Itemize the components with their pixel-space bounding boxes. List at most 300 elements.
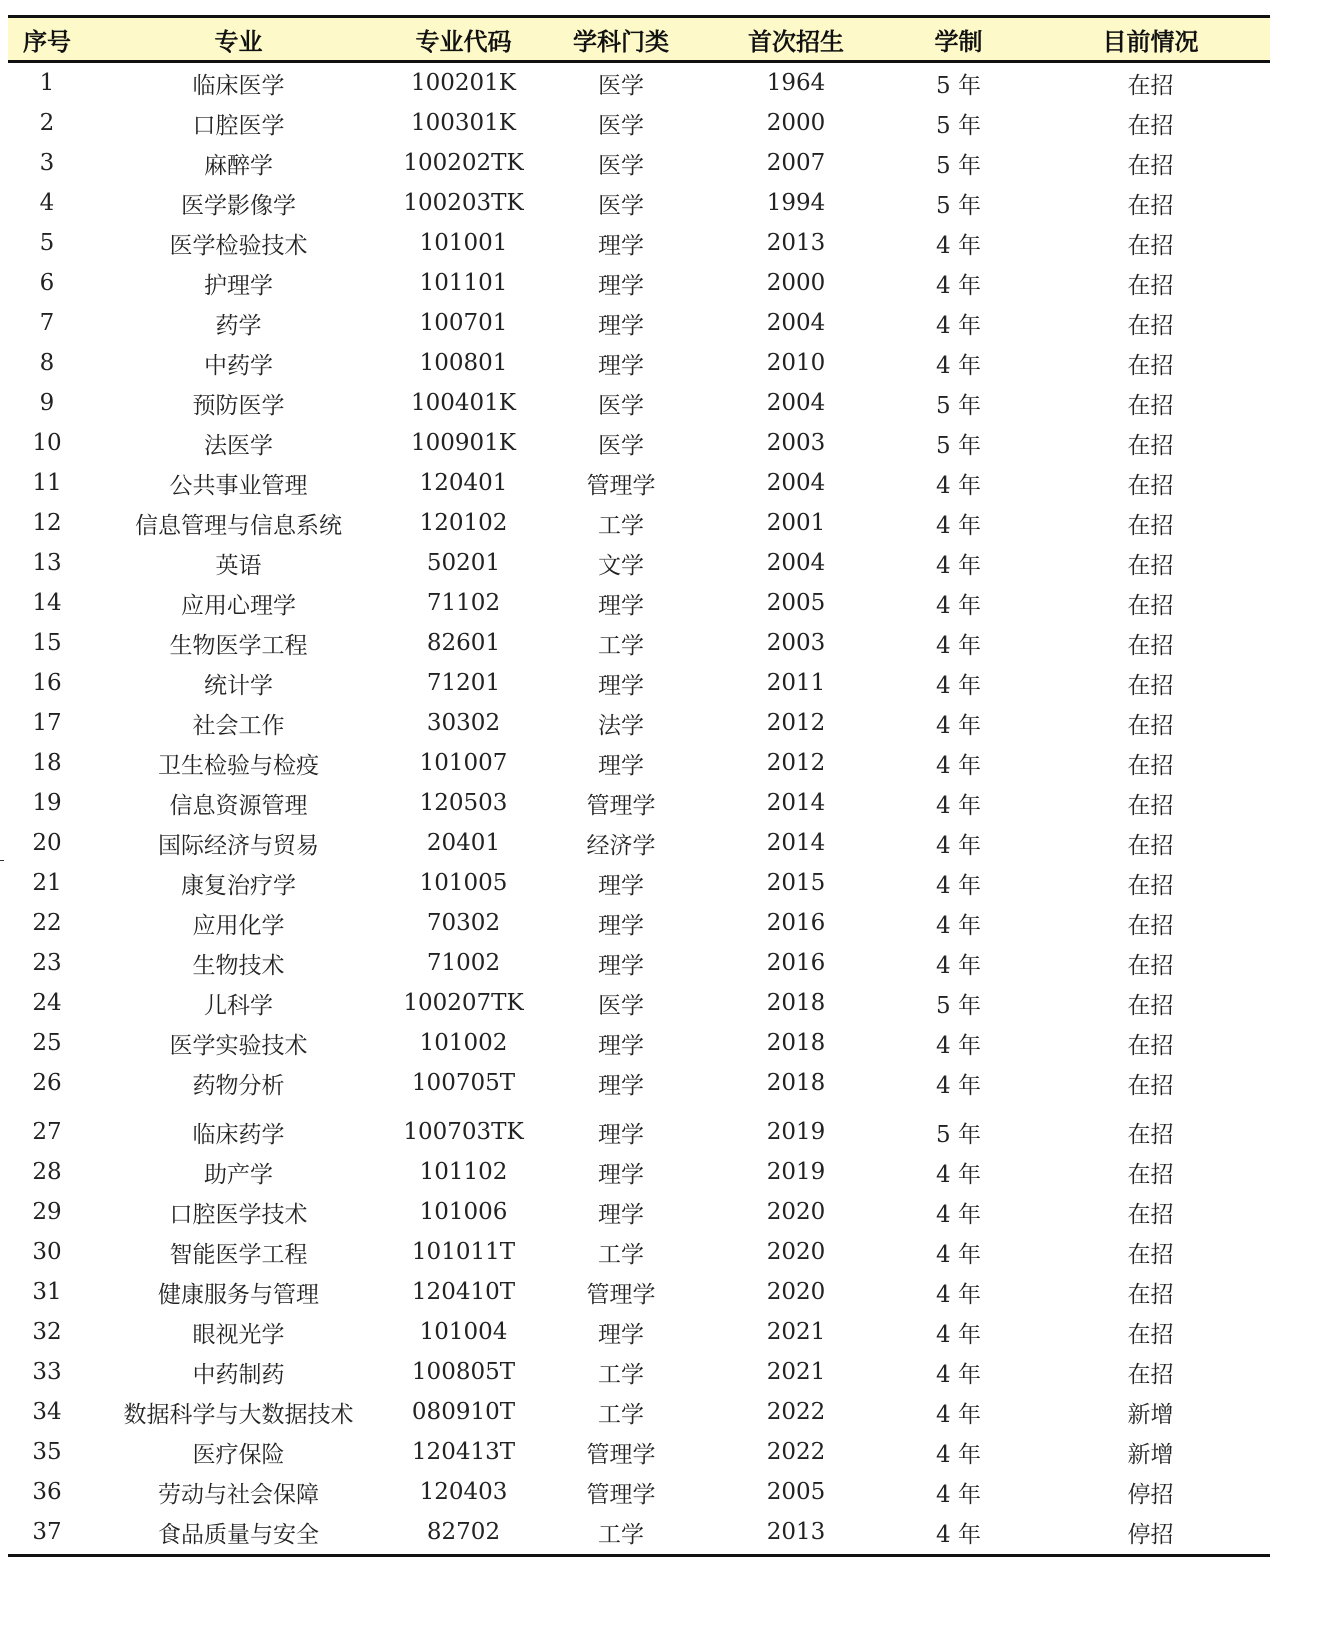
cell-major: 应用化学 (192, 912, 285, 939)
cell-major: 数据科学与大数据技术 (123, 1401, 354, 1428)
table-row (8, 983, 1270, 1023)
cell-first-enrollment: 2014 (766, 830, 826, 856)
cell-duration: 4 年 (936, 1161, 981, 1188)
cell-category: 理学 (598, 272, 644, 299)
cell-category: 医学 (598, 432, 644, 459)
table-row (8, 63, 1270, 103)
header-duration: 学制 (934, 27, 983, 56)
cell-code: 101005 (419, 870, 508, 896)
table-row (8, 1112, 1270, 1152)
cell-category: 医学 (598, 192, 644, 219)
cell-status: 在招 (1127, 152, 1174, 179)
table-row (8, 703, 1270, 743)
table-row (8, 1472, 1270, 1512)
cell-code: 100202TK (403, 150, 524, 176)
cell-code: 120410T (411, 1279, 516, 1305)
header-status: 目前情况 (1102, 27, 1199, 56)
cell-category: 管理学 (586, 1481, 656, 1508)
cell-duration: 4 年 (936, 552, 981, 579)
cell-status: 新增 (1127, 1401, 1174, 1428)
cell-index: 14 (32, 590, 62, 616)
cell-category: 理学 (598, 952, 644, 979)
cell-duration: 5 年 (936, 152, 981, 179)
cell-category: 理学 (598, 872, 644, 899)
cell-category: 工学 (598, 512, 644, 539)
cell-duration: 4 年 (936, 1321, 981, 1348)
cell-code: 101011T (411, 1239, 516, 1265)
cell-status: 在招 (1127, 232, 1174, 259)
table-row (8, 423, 1270, 463)
cell-first-enrollment: 2000 (766, 110, 826, 136)
cell-category: 理学 (598, 672, 644, 699)
cell-status: 在招 (1127, 472, 1174, 499)
cell-duration: 4 年 (936, 312, 981, 339)
cell-first-enrollment: 2011 (766, 670, 826, 696)
cell-code: 120413T (411, 1439, 516, 1465)
cell-major: 麻醉学 (204, 152, 273, 179)
cell-duration: 4 年 (936, 1072, 981, 1099)
cell-first-enrollment: 2007 (766, 150, 826, 176)
table-row (8, 1432, 1270, 1472)
cell-index: 2 (39, 110, 55, 136)
table-row (8, 383, 1270, 423)
cell-category: 法学 (598, 712, 644, 739)
cell-first-enrollment: 2021 (766, 1359, 826, 1385)
cell-status: 在招 (1127, 1321, 1174, 1348)
cell-category: 工学 (598, 1401, 644, 1428)
cell-duration: 4 年 (936, 512, 981, 539)
cell-code: 100701 (419, 310, 508, 336)
cell-code: 101002 (419, 1030, 508, 1056)
cell-major: 医学影像学 (181, 192, 296, 219)
table-row (8, 1192, 1270, 1232)
cell-index: 10 (32, 430, 62, 456)
cell-status: 在招 (1127, 552, 1174, 579)
cell-index: 17 (32, 710, 62, 736)
table-row (8, 623, 1270, 663)
cell-major: 儿科学 (204, 992, 273, 1019)
cell-first-enrollment: 2004 (766, 470, 826, 496)
cell-status: 在招 (1127, 592, 1174, 619)
cell-first-enrollment: 2018 (766, 990, 826, 1016)
cell-status: 在招 (1127, 752, 1174, 779)
table-row (8, 1063, 1270, 1103)
cell-duration: 4 年 (936, 1032, 981, 1059)
cell-duration: 5 年 (936, 1121, 981, 1148)
cell-first-enrollment: 2004 (766, 550, 826, 576)
cell-duration: 5 年 (936, 392, 981, 419)
cell-duration: 4 年 (936, 1401, 981, 1428)
cell-major: 口腔医学技术 (169, 1201, 308, 1228)
cell-duration: 4 年 (936, 952, 981, 979)
cell-index: 16 (32, 670, 62, 696)
cell-first-enrollment: 2020 (766, 1199, 826, 1225)
cell-code: 82601 (426, 630, 501, 656)
cell-status: 在招 (1127, 1032, 1174, 1059)
table-row (8, 783, 1270, 823)
cell-duration: 4 年 (936, 792, 981, 819)
cell-index: 13 (32, 550, 62, 576)
cell-category: 工学 (598, 1361, 644, 1388)
cell-status: 在招 (1127, 192, 1174, 219)
cell-category: 管理学 (586, 472, 656, 499)
cell-index: 26 (32, 1070, 62, 1096)
cell-duration: 5 年 (936, 992, 981, 1019)
cell-category: 工学 (598, 1521, 644, 1548)
cell-status: 在招 (1127, 512, 1174, 539)
cell-duration: 4 年 (936, 1521, 981, 1548)
cell-status: 在招 (1127, 352, 1174, 379)
cell-duration: 4 年 (936, 1281, 981, 1308)
cell-index: 33 (32, 1359, 62, 1385)
cell-first-enrollment: 1964 (766, 70, 826, 96)
cell-index: 29 (32, 1199, 62, 1225)
cell-status: 在招 (1127, 1161, 1174, 1188)
cell-index: 8 (39, 350, 55, 376)
cell-first-enrollment: 2010 (766, 350, 826, 376)
cell-duration: 4 年 (936, 1201, 981, 1228)
cell-category: 理学 (598, 592, 644, 619)
cell-first-enrollment: 1994 (766, 190, 826, 216)
cell-status: 在招 (1127, 1121, 1174, 1148)
table-row (8, 663, 1270, 703)
cell-code: 080910T (411, 1399, 516, 1425)
cell-duration: 4 年 (936, 672, 981, 699)
cell-major: 中药制药 (192, 1361, 285, 1388)
cell-first-enrollment: 2018 (766, 1030, 826, 1056)
cell-category: 理学 (598, 312, 644, 339)
cell-code: 100801 (419, 350, 508, 376)
majors-table (8, 15, 1270, 1557)
cell-first-enrollment: 2022 (766, 1439, 826, 1465)
cell-category: 医学 (598, 992, 644, 1019)
cell-category: 管理学 (586, 792, 656, 819)
cell-duration: 4 年 (936, 832, 981, 859)
cell-major: 卫生检验与检疫 (158, 752, 319, 779)
table-row (8, 1312, 1270, 1352)
cell-major: 健康服务与管理 (158, 1281, 319, 1308)
cell-code: 120503 (419, 790, 508, 816)
cell-status: 在招 (1127, 872, 1174, 899)
cell-status: 在招 (1127, 1072, 1174, 1099)
cell-major: 信息管理与信息系统 (135, 512, 342, 539)
cell-index: 22 (32, 910, 62, 936)
cell-status: 在招 (1127, 1361, 1174, 1388)
cell-first-enrollment: 2020 (766, 1239, 826, 1265)
cell-code: 100401K (411, 390, 516, 416)
cell-duration: 5 年 (936, 72, 981, 99)
cell-index: 36 (32, 1479, 62, 1505)
cell-category: 经济学 (586, 832, 656, 859)
cell-status: 在招 (1127, 792, 1174, 819)
table-row (8, 1023, 1270, 1063)
cell-major: 信息资源管理 (169, 792, 308, 819)
cell-status: 在招 (1127, 1201, 1174, 1228)
cell-code: 101102 (419, 1159, 508, 1185)
cell-first-enrollment: 2000 (766, 270, 826, 296)
cell-index: 19 (32, 790, 62, 816)
cell-code: 101007 (419, 750, 508, 776)
cell-first-enrollment: 2016 (766, 910, 826, 936)
cell-category: 工学 (598, 632, 644, 659)
cell-code: 100203TK (403, 190, 524, 216)
cell-index: 20 (32, 830, 62, 856)
cell-index: 32 (32, 1319, 62, 1345)
cell-status: 在招 (1127, 272, 1174, 299)
cell-index: 37 (32, 1519, 62, 1545)
cell-code: 120102 (419, 510, 508, 536)
cell-category: 理学 (598, 1121, 644, 1148)
cell-duration: 4 年 (936, 472, 981, 499)
cell-status: 在招 (1127, 392, 1174, 419)
cell-status: 在招 (1127, 312, 1174, 339)
cell-duration: 4 年 (936, 592, 981, 619)
cell-first-enrollment: 2019 (766, 1159, 826, 1185)
cell-major: 食品质量与安全 (158, 1521, 319, 1548)
cell-first-enrollment: 2018 (766, 1070, 826, 1096)
cell-first-enrollment: 2020 (766, 1279, 826, 1305)
cell-index: 7 (39, 310, 55, 336)
cell-index: 35 (32, 1439, 62, 1465)
cell-index: 6 (39, 270, 55, 296)
cell-major: 统计学 (204, 672, 273, 699)
cell-duration: 4 年 (936, 1441, 981, 1468)
table-row (8, 263, 1270, 303)
cell-code: 70302 (426, 910, 501, 936)
cell-code: 30302 (426, 710, 501, 736)
cell-category: 医学 (598, 392, 644, 419)
table-header (8, 15, 1270, 63)
cell-code: 100703TK (403, 1119, 524, 1145)
table-row (8, 1512, 1270, 1552)
cell-major: 中药学 (204, 352, 273, 379)
cell-code: 101001 (419, 230, 508, 256)
cell-code: 101004 (419, 1319, 508, 1345)
cell-index: 21 (32, 870, 62, 896)
cell-category: 文学 (598, 552, 644, 579)
cell-first-enrollment: 2004 (766, 390, 826, 416)
cell-code: 100705T (411, 1070, 516, 1096)
cell-category: 理学 (598, 1321, 644, 1348)
cell-duration: 5 年 (936, 432, 981, 459)
cell-index: 24 (32, 990, 62, 1016)
cell-status: 在招 (1127, 432, 1174, 459)
table-row (8, 583, 1270, 623)
cell-index: 9 (39, 390, 55, 416)
cell-status: 新增 (1127, 1441, 1174, 1468)
cell-code: 100201K (411, 70, 516, 96)
cell-category: 理学 (598, 1032, 644, 1059)
cell-category: 理学 (598, 752, 644, 779)
cell-first-enrollment: 2003 (766, 430, 826, 456)
cell-first-enrollment: 2015 (766, 870, 826, 896)
cell-major: 公共事业管理 (169, 472, 308, 499)
cell-category: 理学 (598, 912, 644, 939)
cell-major: 生物医学工程 (169, 632, 308, 659)
cell-index: 27 (32, 1119, 62, 1145)
table-row (8, 183, 1270, 223)
cell-status: 在招 (1127, 672, 1174, 699)
cell-status: 在招 (1127, 952, 1174, 979)
cell-major: 药物分析 (192, 1072, 285, 1099)
cell-major: 药学 (215, 312, 262, 339)
table-row (8, 823, 1270, 863)
table-row (8, 1272, 1270, 1312)
header-category: 学科门类 (573, 27, 669, 56)
cell-status: 在招 (1127, 912, 1174, 939)
table-row (8, 463, 1270, 503)
cell-status: 停招 (1127, 1521, 1174, 1548)
header-major: 专业 (214, 27, 263, 56)
cell-major: 眼视光学 (192, 1321, 285, 1348)
cell-index: 34 (32, 1399, 62, 1425)
cell-index: 11 (32, 470, 62, 496)
cell-first-enrollment: 2005 (766, 1479, 826, 1505)
cell-category: 管理学 (586, 1441, 656, 1468)
cell-first-enrollment: 2012 (766, 750, 826, 776)
header-index: 序号 (23, 27, 71, 56)
cell-major: 医学检验技术 (169, 232, 308, 259)
cell-category: 管理学 (586, 1281, 656, 1308)
cell-duration: 4 年 (936, 1361, 981, 1388)
cell-major: 预防医学 (192, 392, 285, 419)
table-row (8, 503, 1270, 543)
cell-major: 康复治疗学 (181, 872, 296, 899)
table-body (8, 63, 1270, 1552)
cell-index: 25 (32, 1030, 62, 1056)
table-row (8, 1392, 1270, 1432)
cell-index: 31 (32, 1279, 62, 1305)
cell-status: 在招 (1127, 1281, 1174, 1308)
cell-index: 15 (32, 630, 62, 656)
table-row (8, 1352, 1270, 1392)
table-row (8, 103, 1270, 143)
cell-major: 护理学 (204, 272, 273, 299)
table-row (8, 303, 1270, 343)
cell-major: 社会工作 (192, 712, 285, 739)
cell-status: 停招 (1127, 1481, 1174, 1508)
cell-major: 助产学 (204, 1161, 273, 1188)
cell-code: 120401 (419, 470, 508, 496)
cell-duration: 4 年 (936, 352, 981, 379)
cell-status: 在招 (1127, 712, 1174, 739)
table-row (8, 223, 1270, 263)
cell-category: 医学 (598, 112, 644, 139)
table-row (8, 1152, 1270, 1192)
cell-major: 国际经济与贸易 (158, 832, 319, 859)
cell-duration: 4 年 (936, 1481, 981, 1508)
cell-first-enrollment: 2013 (766, 230, 826, 256)
table-row (8, 143, 1270, 183)
cell-index: 5 (39, 230, 55, 256)
cell-category: 医学 (598, 72, 644, 99)
cell-major: 智能医学工程 (169, 1241, 308, 1268)
cell-category: 理学 (598, 352, 644, 379)
cell-status: 在招 (1127, 72, 1174, 99)
table-row (8, 343, 1270, 383)
cell-duration: 4 年 (936, 272, 981, 299)
cell-major: 医学实验技术 (169, 1032, 308, 1059)
cell-major: 应用心理学 (181, 592, 296, 619)
table-row (8, 863, 1270, 903)
cell-index: 1 (39, 70, 55, 96)
cell-first-enrollment: 2001 (766, 510, 826, 536)
cell-category: 医学 (598, 152, 644, 179)
cell-category: 理学 (598, 232, 644, 259)
header-code: 专业代码 (415, 27, 512, 56)
table-row (8, 903, 1270, 943)
cell-first-enrollment: 2021 (766, 1319, 826, 1345)
cell-code: 50201 (426, 550, 501, 576)
cell-first-enrollment: 2012 (766, 710, 826, 736)
cell-first-enrollment: 2004 (766, 310, 826, 336)
cell-duration: 4 年 (936, 712, 981, 739)
cell-first-enrollment: 2003 (766, 630, 826, 656)
cell-duration: 4 年 (936, 632, 981, 659)
cell-index: 4 (39, 190, 55, 216)
cell-index: 12 (32, 510, 62, 536)
cell-duration: 5 年 (936, 192, 981, 219)
cell-code: 101101 (419, 270, 508, 296)
cell-code: 100901K (411, 430, 516, 456)
cell-code: 20401 (426, 830, 501, 856)
cell-code: 101006 (419, 1199, 508, 1225)
cell-index: 30 (32, 1239, 62, 1265)
cell-category: 理学 (598, 1201, 644, 1228)
cell-index: 28 (32, 1159, 62, 1185)
cell-major: 临床药学 (192, 1121, 285, 1148)
cell-duration: 4 年 (936, 752, 981, 779)
header-first-enrollment: 首次招生 (748, 27, 844, 56)
table-bottom-rule (8, 1554, 1270, 1557)
cell-major: 临床医学 (192, 72, 285, 99)
table-row (8, 1232, 1270, 1272)
cell-code: 100301K (411, 110, 516, 136)
cell-status: 在招 (1127, 832, 1174, 859)
cell-index: 3 (39, 150, 55, 176)
cell-major: 英语 (215, 552, 262, 579)
cell-category: 理学 (598, 1072, 644, 1099)
cell-major: 医疗保险 (192, 1441, 285, 1468)
cell-index: 23 (32, 950, 62, 976)
cell-first-enrollment: 2016 (766, 950, 826, 976)
cell-code: 120403 (419, 1479, 508, 1505)
cell-code: 71201 (426, 670, 501, 696)
cell-status: 在招 (1127, 632, 1174, 659)
cell-duration: 4 年 (936, 1241, 981, 1268)
cell-first-enrollment: 2005 (766, 590, 826, 616)
cell-first-enrollment: 2013 (766, 1519, 826, 1545)
cell-index: 18 (32, 750, 62, 776)
table-row (8, 543, 1270, 583)
cell-duration: 4 年 (936, 912, 981, 939)
cell-duration: 5 年 (936, 112, 981, 139)
margin-mark (0, 860, 4, 861)
cell-status: 在招 (1127, 992, 1174, 1019)
cell-major: 法医学 (204, 432, 273, 459)
cell-status: 在招 (1127, 1241, 1174, 1268)
cell-major: 劳动与社会保障 (158, 1481, 319, 1508)
cell-major: 口腔医学 (192, 112, 285, 139)
cell-first-enrollment: 2022 (766, 1399, 826, 1425)
table-row (8, 943, 1270, 983)
cell-duration: 4 年 (936, 232, 981, 259)
cell-first-enrollment: 2014 (766, 790, 826, 816)
cell-first-enrollment: 2019 (766, 1119, 826, 1145)
cell-status: 在招 (1127, 112, 1174, 139)
cell-duration: 4 年 (936, 872, 981, 899)
cell-category: 工学 (598, 1241, 644, 1268)
